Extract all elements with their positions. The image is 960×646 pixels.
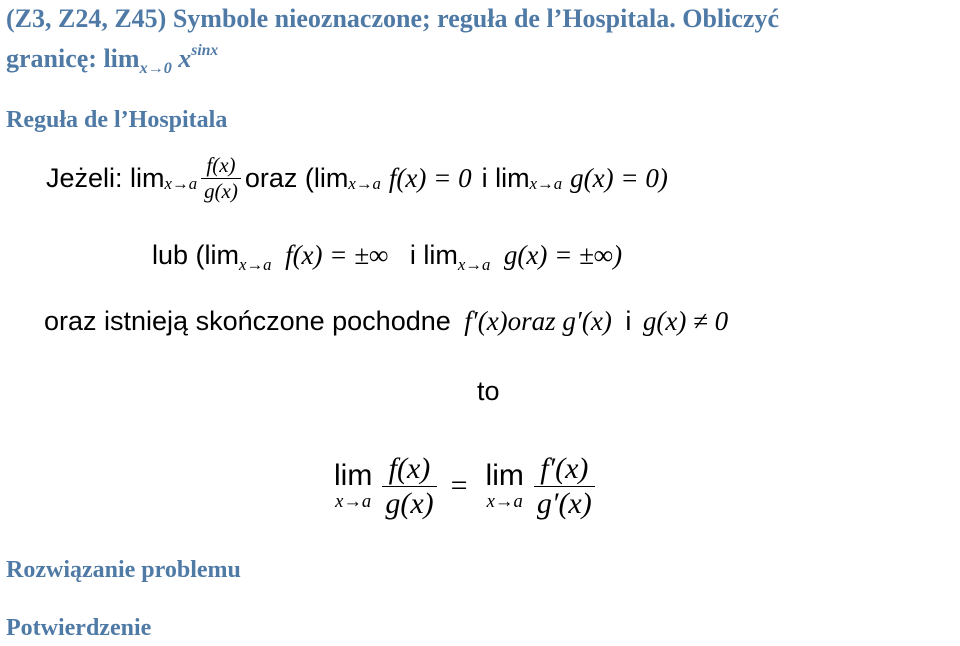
fraction-f-over-g xyxy=(382,452,436,521)
rule-condition-line-3 xyxy=(44,306,728,337)
confirmation-heading xyxy=(6,615,151,642)
if-label: Jeżeli: lim xyxy=(46,162,165,193)
solution-heading xyxy=(6,557,241,584)
lhopital-formula xyxy=(334,440,599,532)
to-text: to xyxy=(477,376,500,406)
derivatives-expression: f′(x)oraz g′(x) xyxy=(464,306,612,336)
lim-sub-1: x→a xyxy=(164,173,198,193)
i-lim-2: i lim xyxy=(409,240,458,270)
rule-condition-line-2 xyxy=(152,240,623,274)
rule-condition-line-1 xyxy=(46,146,668,210)
lim-sub-2: x→a xyxy=(348,173,381,193)
lim-sub-4: x→a xyxy=(239,254,272,274)
lim-sub-3: x→a xyxy=(529,173,563,193)
lhs-numerator: f(x) xyxy=(382,452,436,487)
lim-rhs-text: lim xyxy=(485,459,524,493)
fraction-fprime-over-gprime xyxy=(534,452,595,521)
section-title-text: Reguła de l’Hospitala xyxy=(6,107,228,133)
f-equals-zero: f(x) = 0 xyxy=(388,162,472,193)
lim-rhs xyxy=(486,460,524,511)
lim-lhs-sub: x→a xyxy=(335,490,372,512)
header-exponent: sinx xyxy=(191,42,219,60)
lim-lhs xyxy=(334,460,372,511)
header-base: x xyxy=(178,44,192,73)
section-title xyxy=(6,107,227,134)
lim-sub-5: x→a xyxy=(457,254,491,274)
fraction-f-over-g-small xyxy=(201,153,241,204)
g-equals-zero: g(x) = 0) xyxy=(570,162,668,193)
equals-sign: = xyxy=(450,469,468,502)
derivatives-exist-text: oraz istnieją skończone pochodne xyxy=(44,306,451,336)
lim-rhs-sub: x→a xyxy=(486,490,523,512)
header-text: (Z3, Z24, Z45) Symbole nieoznaczone; reguła de l’Hospitala. Obliczyć xyxy=(6,4,779,33)
lub-lim: lub (lim xyxy=(152,240,240,270)
to-label xyxy=(477,376,500,407)
header-lim: granicę: lim xyxy=(6,44,140,73)
g-not-zero: g(x) ≠ 0 xyxy=(642,306,729,336)
solution-heading-text: Rozwiązanie problemu xyxy=(6,557,241,583)
g-equals-infinity: g(x) = ±∞) xyxy=(503,240,623,270)
rhs-numerator: f′(x) xyxy=(534,452,595,487)
lhs-denominator: g(x) xyxy=(385,486,434,520)
i-text: i xyxy=(625,306,632,336)
fraction-denominator: g(x) xyxy=(204,178,238,203)
oraz-lim: oraz (lim xyxy=(244,162,349,193)
i-lim-1: i lim xyxy=(481,162,530,193)
header-lim-sub: x→0 xyxy=(139,59,172,77)
f-equals-infinity: f(x) = ±∞ xyxy=(285,240,389,270)
confirmation-heading-text: Potwierdzenie xyxy=(6,615,152,641)
header-line-2 xyxy=(6,42,219,77)
lim-lhs-text: lim xyxy=(334,459,373,493)
fraction-numerator: f(x) xyxy=(201,153,241,179)
rhs-denominator: g′(x) xyxy=(536,486,592,520)
header-line-1 xyxy=(6,4,779,34)
